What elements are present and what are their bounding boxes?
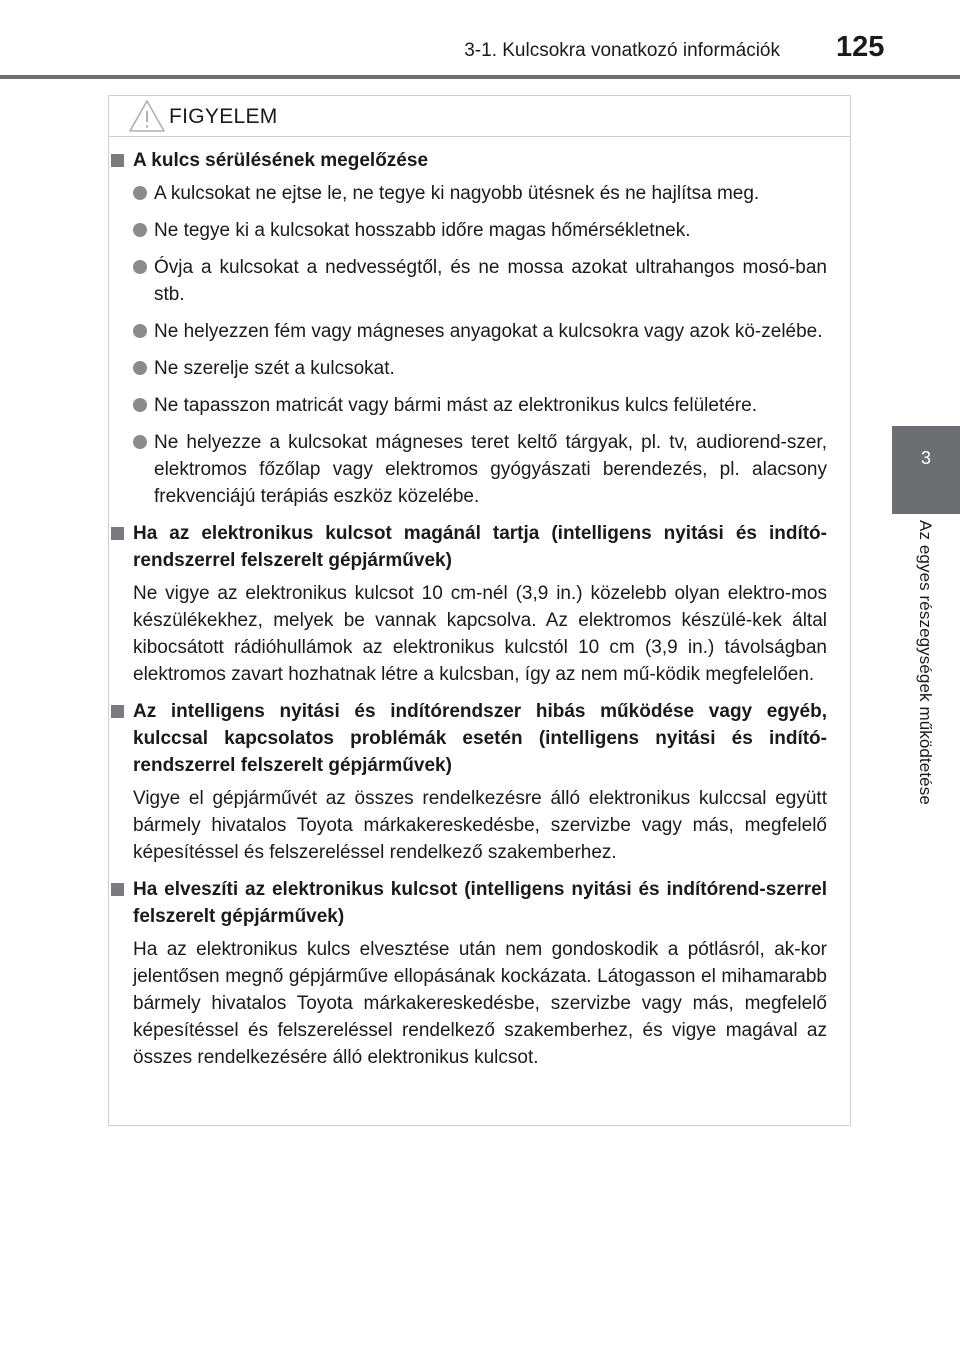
section-heading bbox=[111, 520, 827, 574]
warning-section bbox=[111, 698, 827, 866]
warning-section bbox=[111, 520, 827, 688]
list-item bbox=[111, 180, 827, 207]
list-item bbox=[111, 217, 827, 244]
list-item-text: Ne szerelje szét a kulcsokat. bbox=[154, 358, 395, 379]
list-item bbox=[111, 318, 827, 345]
list-item-text: A kulcsokat ne ejtse le, ne tegye ki nagyobb ütésnek és ne hajlítsa meg. bbox=[154, 183, 760, 204]
header-section-title: 3-1. Kulcsokra vonatkozó információk bbox=[464, 40, 780, 61]
header-rule bbox=[0, 75, 960, 79]
section-square-icon bbox=[111, 527, 124, 540]
list-item-text: Ne tapasszon matricát vagy bármi mást az elektronikus kulcs felületére. bbox=[154, 395, 757, 416]
section-heading-text: Ha az elektronikus kulcsot magánál tartja (intelligens nyitási és indító-rendszerrel felszerelt gépjárművek) bbox=[133, 523, 827, 571]
bullet-list bbox=[111, 180, 827, 510]
section-heading bbox=[111, 698, 827, 779]
list-item bbox=[111, 429, 827, 510]
chapter-side-label: Az egyes részegységek működtetése bbox=[916, 520, 935, 805]
bullet-dot-icon bbox=[133, 361, 147, 375]
bullet-dot-icon bbox=[133, 398, 147, 412]
bullet-dot-icon bbox=[133, 435, 147, 449]
section-paragraph: Ha az elektronikus kulcs elvesztése után nem gondoskodik a pótlásról, ak-kor jelentősen megnő gépjárműve ellopásának kockázata. Látogasson el mihamarabb bármely hivatalos Toyota márkakereskedésbe, szervizbe vagy más, megfelelő képesítéssel és felszereléssel rendelkező szakemberhez, és vigye magával az összes rendelkezésére álló elektronikus kulcsot. bbox=[133, 939, 827, 1068]
section-heading-text: Az intelligens nyitási és indítórendszer hibás működése vagy egyéb, kulccsal kapcsolatos problémák esetén (intelligens nyitási és indító-rendszerrel felszerelt gépjárművek) bbox=[133, 701, 827, 776]
list-item-text: Óvja a kulcsokat a nedvességtől, és ne mossa azokat ultrahangos mosó-ban stb. bbox=[154, 257, 827, 305]
section-square-icon bbox=[111, 154, 124, 167]
section-square-icon bbox=[111, 883, 124, 896]
bullet-dot-icon bbox=[133, 260, 147, 274]
list-item-text: Ne helyezze a kulcsokat mágneses teret keltő tárgyak, pl. tv, audiorend-szer, elektromos főzőlap vagy elektromos gyógyászati berendezés, pl. alacsony frekvenciájú terápiás eszköz közelébe. bbox=[154, 432, 827, 507]
bullet-dot-icon bbox=[133, 223, 147, 237]
section-paragraph: Vigye el gépjárművét az összes rendelkezésre álló elektronikus kulccsal együtt bármely hivatalos Toyota márkakereskedésbe, szervizbe vagy más, megfelelő képesítéssel és felszereléssel rendelkező szakemberhez. bbox=[133, 788, 827, 863]
warning-content bbox=[111, 147, 827, 1081]
section-square-icon bbox=[111, 705, 124, 718]
bullet-dot-icon bbox=[133, 186, 147, 200]
bullet-dot-icon bbox=[133, 324, 147, 338]
section-heading bbox=[111, 876, 827, 930]
list-item bbox=[111, 254, 827, 308]
list-item-text: Ne tegye ki a kulcsokat hosszabb időre magas hőmérsékletnek. bbox=[154, 220, 691, 241]
warning-section bbox=[111, 147, 827, 510]
list-item bbox=[111, 392, 827, 419]
page-number: 125 bbox=[836, 31, 885, 63]
section-heading-text: Ha elveszíti az elektronikus kulcsot (intelligens nyitási és indítórend-szerrel felszerelt gépjárművek) bbox=[133, 879, 827, 927]
list-item bbox=[111, 355, 827, 382]
warning-title: FIGYELEM bbox=[169, 105, 278, 128]
chapter-side-tab bbox=[892, 426, 960, 514]
warning-section bbox=[111, 876, 827, 1071]
list-item-text: Ne helyezzen fém vagy mágneses anyagokat a kulcsokra vagy azok kö-zelébe. bbox=[154, 321, 823, 342]
section-heading-text: A kulcs sérülésének megelőzése bbox=[133, 150, 429, 171]
section-paragraph: Ne vigye az elektronikus kulcsot 10 cm-nél (3,9 in.) közelebb olyan elektro-mos készülékekhez, melyek be vannak kapcsolva. Az elektromos készülé-kek által kibocsátott rádióhullámok az elektronikus kulcstól 10 cm (3,9 in.) távolságban elektromos zavart hozhatnak létre a kulcsban, így az nem mű-ködik megfelelően. bbox=[133, 583, 827, 685]
section-heading bbox=[111, 147, 827, 174]
chapter-number: 3 bbox=[920, 448, 931, 468]
warning-triangle-icon bbox=[127, 98, 167, 139]
warning-header bbox=[109, 96, 850, 137]
